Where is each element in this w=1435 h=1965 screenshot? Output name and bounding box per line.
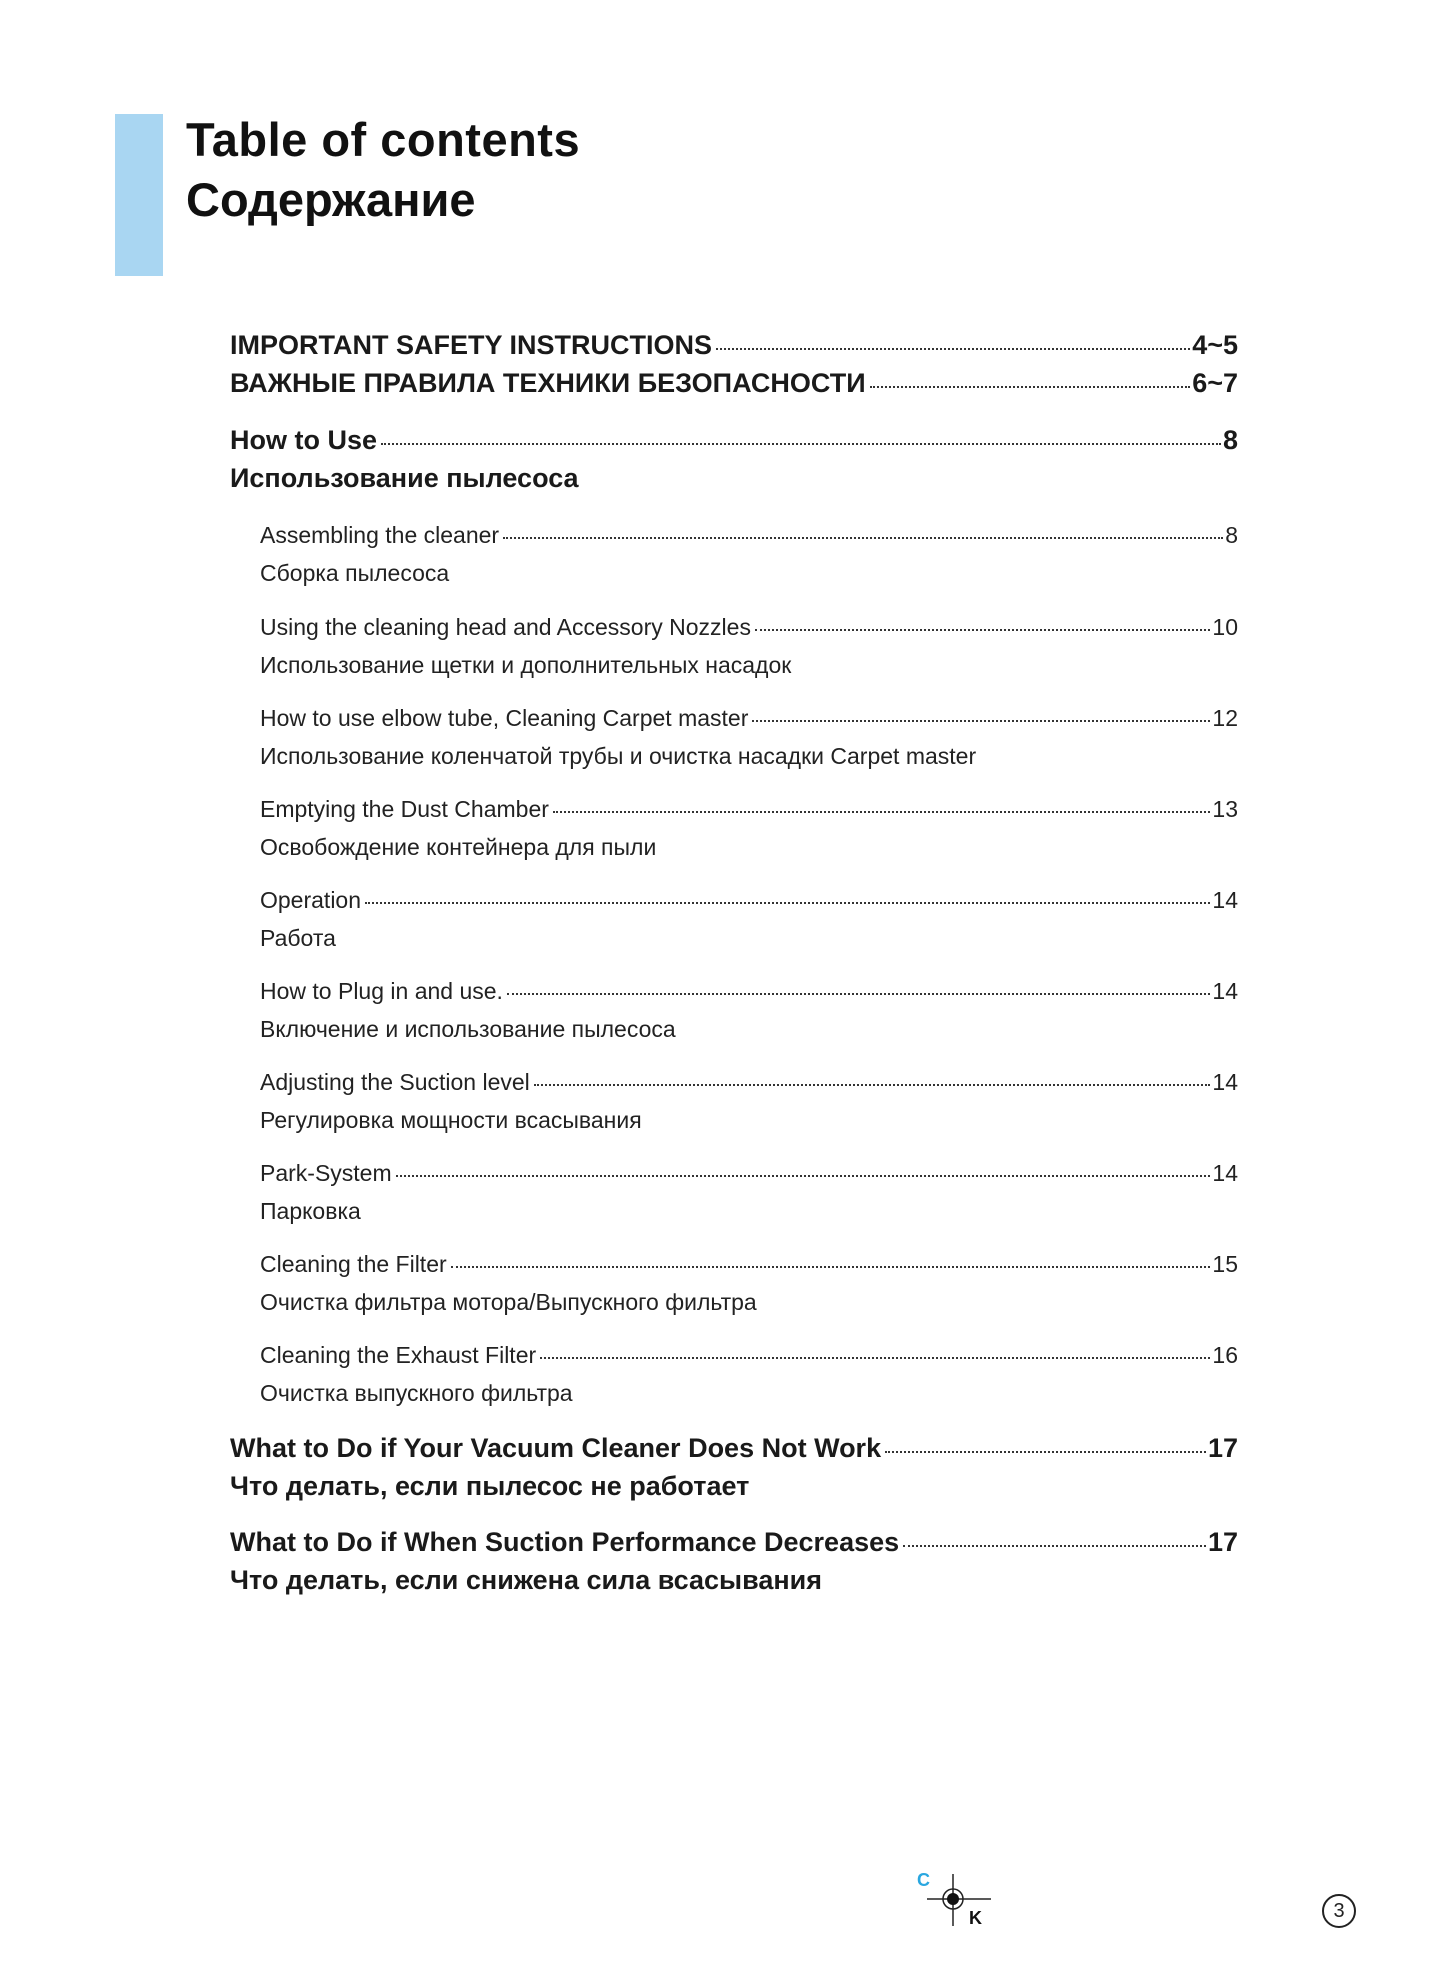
toc-entry-label: What to Do if When Suction Performance Decreases xyxy=(230,1527,900,1557)
toc-item-label: Cleaning the Filter xyxy=(260,1251,447,1277)
toc-entry-label: ВАЖНЫЕ ПРАВИЛА ТЕХНИКИ БЕЗОПАСНОСТИ xyxy=(230,368,866,398)
dot-leader xyxy=(903,1544,1206,1547)
dot-leader xyxy=(716,347,1190,350)
toc-page-number: 15 xyxy=(1212,1251,1238,1277)
registration-c-label: C xyxy=(917,1870,930,1890)
toc-item-ru: Работа xyxy=(260,925,336,951)
toc-item-cleaning-head[interactable] xyxy=(260,614,1238,641)
dot-leader xyxy=(540,1356,1210,1359)
toc-item-label: Operation xyxy=(260,887,362,913)
toc-item-operation[interactable] xyxy=(260,887,1238,914)
toc-page-number: 14 xyxy=(1212,978,1238,1004)
toc-item-plug-in[interactable] xyxy=(260,978,1238,1005)
toc-item-ru: Очистка фильтра мотора/Выпускного фильтра xyxy=(260,1289,757,1315)
toc-item-ru: Сборка пылесоса xyxy=(260,560,450,586)
toc-page-number: 6~7 xyxy=(1192,368,1238,398)
dot-leader xyxy=(451,1265,1211,1268)
dot-leader xyxy=(870,385,1191,388)
toc-entry-does-not-work-ru: Что делать, если пылесос не работает xyxy=(230,1471,750,1501)
toc-item-label: Emptying the Dust Chamber xyxy=(260,796,549,822)
dot-leader xyxy=(752,719,1210,722)
toc-item-suction-level[interactable] xyxy=(260,1069,1238,1096)
toc-item-park-system[interactable] xyxy=(260,1160,1238,1187)
toc-page-number: 14 xyxy=(1212,1160,1238,1186)
page-title-en: Table of contents xyxy=(186,113,581,166)
toc-page-number: 13 xyxy=(1212,796,1238,822)
toc-item-ru: Включение и использование пылесоса xyxy=(260,1016,676,1042)
toc-item-label: Adjusting the Suction level xyxy=(260,1069,530,1095)
toc-item-label: How to use elbow tube, Cleaning Carpet master xyxy=(260,705,749,731)
registration-mark xyxy=(905,1868,995,1928)
toc-page-number: 4~5 xyxy=(1192,330,1238,360)
toc-page-number: 16 xyxy=(1212,1342,1238,1368)
toc-item-label: Assembling the cleaner xyxy=(260,522,500,548)
toc-entry-does-not-work[interactable] xyxy=(230,1433,1238,1464)
toc-entry-how-to-use[interactable] xyxy=(230,425,1238,456)
registration-k-label: K xyxy=(969,1908,982,1928)
toc-item-assembling[interactable] xyxy=(260,522,1238,549)
toc-entry-label: What to Do if Your Vacuum Cleaner Does Not Work xyxy=(230,1433,882,1463)
toc-item-ru: Использование щетки и дополнительных насадок xyxy=(260,652,792,678)
toc-item-label: Using the cleaning head and Accessory Nozzles xyxy=(260,614,751,640)
dot-leader xyxy=(534,1083,1211,1086)
toc-item-ru: Использование коленчатой трубы и очистка насадки Carpet master xyxy=(260,743,977,769)
page-number: 3 xyxy=(1322,1894,1356,1928)
dot-leader xyxy=(381,442,1221,445)
toc-entry-label: IMPORTANT SAFETY INSTRUCTIONS xyxy=(230,330,713,360)
toc-page-number: 8 xyxy=(1222,425,1238,455)
toc-item-label: Cleaning the Exhaust Filter xyxy=(260,1342,537,1368)
toc-page-number: 8 xyxy=(1225,522,1238,548)
dot-leader xyxy=(365,901,1210,904)
toc-item-exhaust-filter[interactable] xyxy=(260,1342,1238,1369)
toc-page-number: 17 xyxy=(1207,1433,1238,1463)
page-title-ru: Содержание xyxy=(186,173,476,226)
toc-item-elbow-tube[interactable] xyxy=(260,705,1238,732)
toc-item-ru: Парковка xyxy=(260,1198,361,1224)
dot-leader xyxy=(885,1450,1206,1453)
toc-item-label: Park-System xyxy=(260,1160,392,1186)
toc-entry-safety-ru[interactable] xyxy=(230,368,1238,399)
dot-leader xyxy=(553,810,1211,813)
toc-entry-label: How to Use xyxy=(230,425,378,455)
dot-leader xyxy=(503,536,1223,539)
toc-page-number: 14 xyxy=(1212,887,1238,913)
dot-leader xyxy=(507,992,1210,995)
toc-item-ru: Регулировка мощности всасывания xyxy=(260,1107,642,1133)
toc-item-label: How to Plug in and use. xyxy=(260,978,503,1004)
toc-page-number: 14 xyxy=(1212,1069,1238,1095)
toc-entry-suction-decreases[interactable] xyxy=(230,1527,1238,1558)
toc-page-number: 10 xyxy=(1212,614,1238,640)
toc-item-dust-chamber[interactable] xyxy=(260,796,1238,823)
dot-leader xyxy=(755,628,1210,631)
toc-item-cleaning-filter[interactable] xyxy=(260,1251,1238,1278)
toc-page-number: 17 xyxy=(1207,1527,1238,1557)
toc-entry-suction-decreases-ru: Что делать, если снижена сила всасывания xyxy=(230,1565,823,1595)
toc-item-ru: Очистка выпускного фильтра xyxy=(260,1380,573,1406)
toc-entry-how-to-use-ru: Использование пылесоса xyxy=(230,463,579,493)
dot-leader xyxy=(396,1174,1211,1177)
toc-page-number: 12 xyxy=(1212,705,1238,731)
title-accent-bar xyxy=(115,114,163,276)
toc-item-ru: Освобождение контейнера для пыли xyxy=(260,834,657,860)
toc-entry-safety[interactable] xyxy=(230,330,1238,361)
